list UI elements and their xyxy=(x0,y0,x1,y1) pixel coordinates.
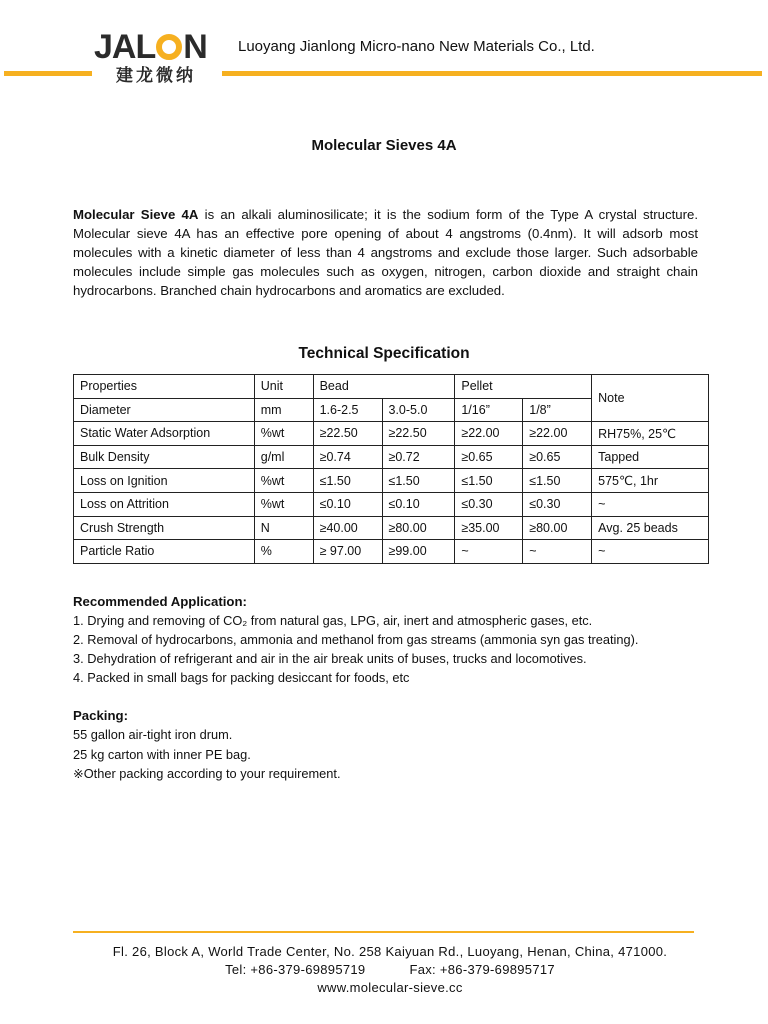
footer-fax: Fax: +86-379-69895717 xyxy=(409,962,555,977)
footer-address: Fl. 26, Block A, World Trade Center, No. 258 Kaiyuan Rd., Luoyang, Henan, China, 471000. xyxy=(112,944,668,959)
table-cell: ≥0.74 xyxy=(313,445,382,469)
table-cell: ≥35.00 xyxy=(455,516,523,540)
logo-text-left: JAL xyxy=(94,28,156,66)
table-cell: mm xyxy=(254,398,313,422)
list-item: 4. Packed in small bags for packing desiccant for foods, etc xyxy=(73,670,410,685)
header-divider-left xyxy=(4,71,92,76)
table-cell: ~ xyxy=(455,540,523,564)
table-cell: %wt xyxy=(254,469,313,493)
table-cell: ≥0.72 xyxy=(382,445,455,469)
list-item: 1. Drying and removing of CO₂ from natural gas, LPG, air, inert and atmospheric gases, etc. xyxy=(73,613,593,628)
table-cell: ≤1.50 xyxy=(313,469,382,493)
table-cell: ≤0.30 xyxy=(523,492,592,516)
table-cell: ≤0.10 xyxy=(313,492,382,516)
header-cell: Unit xyxy=(254,375,313,399)
table-cell: 1/16” xyxy=(455,398,523,422)
spec-title: Technical Specification xyxy=(298,345,470,362)
table-row xyxy=(74,492,709,516)
table-cell: ≥0.65 xyxy=(455,445,523,469)
table-row xyxy=(74,540,709,564)
table-cell: ≥22.00 xyxy=(523,422,592,446)
intro-text: is an alkali aluminosilicate; it is the sodium form of the Type A crystal structure. Molecular sieve 4A has an effective pore opening of about 4 angstroms (0.4nm). It will adsorb most molecules with a kinetic diameter of less than 4 angstroms and exclude those larger. Such adsorbable molecules include simple gas molecules such as oxygen, nitrogen, carbon dioxide and straight chain hydrocarbons. Branched chain hydrocarbons and aromatics are excluded. xyxy=(73,207,698,298)
table-cell: ~ xyxy=(592,540,709,564)
footer-tel: Tel: +86-379-69895719 xyxy=(225,962,366,977)
table-cell: Tapped xyxy=(592,445,709,469)
table-cell: Loss on Attrition xyxy=(74,492,255,516)
table-cell: 1/8” xyxy=(523,398,592,422)
table-cell: 3.0-5.0 xyxy=(382,398,455,422)
header-cell: Note xyxy=(592,375,709,422)
table-header-row xyxy=(74,375,709,399)
logo-text-right: N xyxy=(183,28,207,66)
table-cell: ≥99.00 xyxy=(382,540,455,564)
header-cell: Properties xyxy=(74,375,255,399)
table-cell: Static Water Adsorption xyxy=(74,422,255,446)
table-cell: ≥22.50 xyxy=(382,422,455,446)
table-row xyxy=(74,469,709,493)
application-section xyxy=(73,592,733,687)
table-cell: ≥0.65 xyxy=(523,445,592,469)
table-cell: g/ml xyxy=(254,445,313,469)
document-title: Molecular Sieves 4A xyxy=(311,137,457,154)
table-cell: ≥80.00 xyxy=(382,516,455,540)
list-item: ※Other packing according to your requirement. xyxy=(73,766,341,781)
table-cell: ≥22.50 xyxy=(313,422,382,446)
table-cell: ≤1.50 xyxy=(523,469,592,493)
list-item: 2. Removal of hydrocarbons, ammonia and methanol from gas streams (ammonia syn gas treating). xyxy=(73,632,639,647)
table-cell: ≥80.00 xyxy=(523,516,592,540)
header-cell: Pellet xyxy=(455,375,592,399)
table-row xyxy=(74,445,709,469)
table-cell: %wt xyxy=(254,422,313,446)
table-cell: 575℃, 1hr xyxy=(592,469,709,493)
table-cell: ≤1.50 xyxy=(382,469,455,493)
table-cell: Particle Ratio xyxy=(74,540,255,564)
list-item: 25 kg carton with inner PE bag. xyxy=(73,746,251,762)
header-cell: Bead xyxy=(313,375,455,399)
table-row xyxy=(74,516,709,540)
table-row xyxy=(74,422,709,446)
table-cell: %wt xyxy=(254,492,313,516)
footer-contact xyxy=(0,961,768,979)
intro-paragraph xyxy=(73,205,698,300)
table-cell: ~ xyxy=(592,492,709,516)
table-cell: ≥ 97.00 xyxy=(313,540,382,564)
list-item: 55 gallon air-tight iron drum. xyxy=(73,727,233,742)
table-cell: Diameter xyxy=(74,398,255,422)
page-header xyxy=(0,0,768,100)
table-cell: % xyxy=(254,540,313,564)
table-cell: ≤1.50 xyxy=(455,469,523,493)
page-footer xyxy=(0,943,768,997)
list-item: 3. Dehydration of refrigerant and air in the air break units of buses, trucks and locomotives. xyxy=(73,651,587,666)
header-divider-right xyxy=(222,71,762,76)
table-cell: ≥22.00 xyxy=(455,422,523,446)
company-name: Luoyang Jianlong Micro-nano New Materials Co., Ltd. xyxy=(238,38,595,55)
packing-section xyxy=(73,706,733,784)
table-cell: ≤0.30 xyxy=(455,492,523,516)
table-cell: Loss on Ignition xyxy=(74,469,255,493)
footer-divider xyxy=(73,931,694,933)
table-cell: Crush Strength xyxy=(74,516,255,540)
table-cell: ≤0.10 xyxy=(382,492,455,516)
table-cell: ≥40.00 xyxy=(313,516,382,540)
packing-heading: Packing: xyxy=(73,708,128,723)
logo-wordmark xyxy=(94,30,207,64)
intro-bold-term: Molecular Sieve 4A xyxy=(73,207,199,222)
logo-ring-icon xyxy=(156,34,182,60)
company-logo xyxy=(94,30,214,86)
footer-website: www.molecular-sieve.cc xyxy=(317,980,463,995)
table-cell: Bulk Density xyxy=(74,445,255,469)
table-cell: 1.6-2.5 xyxy=(313,398,382,422)
logo-chinese-text: 建龙微纳 xyxy=(116,66,196,86)
table-cell: N xyxy=(254,516,313,540)
spec-table xyxy=(73,374,709,564)
table-cell: ~ xyxy=(523,540,592,564)
table-cell: Avg. 25 beads xyxy=(592,516,709,540)
application-heading: Recommended Application: xyxy=(73,594,247,609)
table-cell: RH75%, 25℃ xyxy=(592,422,709,446)
